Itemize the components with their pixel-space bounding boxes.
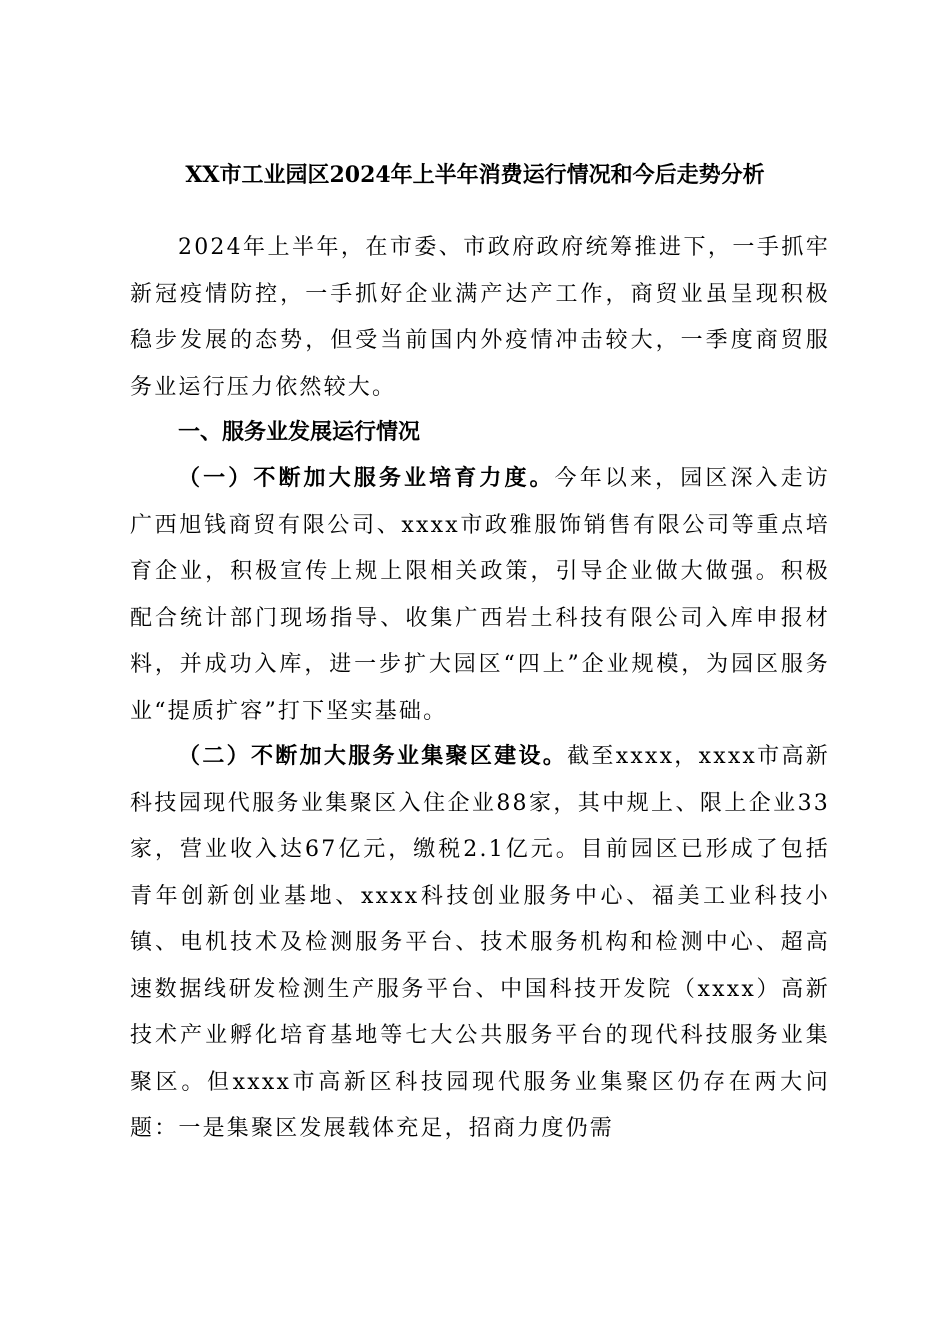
subsection-lead-2: （二）不断加大服务业集聚区建设。 <box>178 743 568 769</box>
subsection-text-1: 今年以来，园区深入走访广西旭钱商贸有限公司、xxxx市政雅服饰销售有限公司等重点培育企业，积极宣传上规上限相关政策，引导企业做大做强。积极配合统计部门现场指导、收集广西岩土科技有限公司入库申报材料，并成功入库，进一步扩大园区“四上”企业规模，为园区服务业“提质扩容”打下坚实基础。 <box>130 466 830 724</box>
document-title: XX市工业园区2024年上半年消费运行情况和今后走势分析 <box>185 162 765 188</box>
intro-paragraph: 2024年上半年，在市委、市政府政府统筹推进下，一手抓牢新冠疫情防控，一手抓好企业满产达产工作，商贸业虽呈现积极稳步发展的态势，但受当前国内外疫情冲击较大，一季度商贸服务业运行压力依然较大。 <box>130 235 830 400</box>
subsection-paragraph-2 <box>130 733 830 1153</box>
section-heading-1: 一、服务业发展运行情况 <box>178 420 421 445</box>
subsection-lead-1: （一）不断加大服务业培育力度。 <box>178 465 555 491</box>
subsection-paragraph-1 <box>130 455 830 735</box>
subsection-text-2: 截至xxxx，xxxx市高新科技园现代服务业集聚区入住企业88家，其中规上、限上企业33家，营业收入达67亿元，缴税2.1亿元。目前园区已形成了包括青年创新创业基地、xxxx科技创业服务中心、福美工业科技小镇、电机技术及检测服务平台、技术服务机构和检测中心、超高速数据线研发检测生产服务平台、中国科技开发院（xxxx）高新技术产业孵化培育基地等七大公共服务平台的现代科技服务业集聚区。但xxxx市高新区科技园现代服务业集聚区仍存在两大问题：一是集聚区发展载体充足，招商力度仍需 <box>130 744 830 1141</box>
